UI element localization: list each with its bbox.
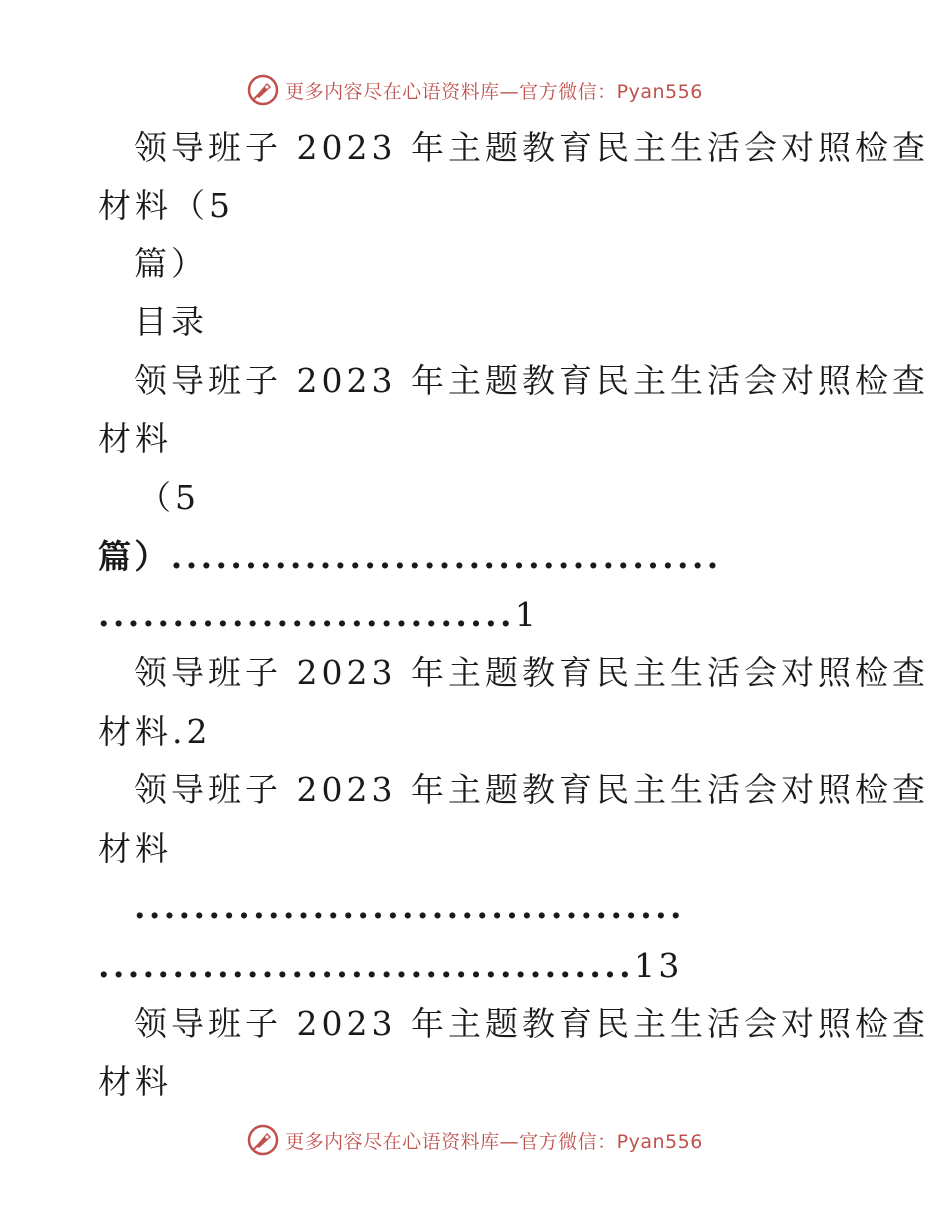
banner-wechat-text: 官方微信：Pyan556 — [519, 80, 703, 103]
banner-separator: — — [499, 80, 520, 103]
toc-entry-4-line-1: 领导班子 2023 年主题教育民主生活会对照检查 — [134, 1004, 929, 1043]
document-title-line-1: 领导班子 2023 年主题教育民主生活会对照检查 — [134, 128, 929, 167]
toc-entry-3-leader-2: .................................... — [98, 946, 634, 985]
toc-entry-1-line-2: 材料 — [98, 419, 172, 458]
toc-entry-1-leader-1: 篇）..................................... — [98, 537, 722, 576]
toc-entry-2-page-number: 2 — [186, 712, 212, 751]
footer-banner — [0, 1120, 950, 1160]
toc-entry-2-line-1: 领导班子 2023 年主题教育民主生活会对照检查 — [134, 653, 929, 692]
toc-entry-3-page-number: 13 — [634, 946, 683, 985]
toc-entry-1-line-1: 领导班子 2023 年主题教育民主生活会对照检查 — [134, 361, 929, 400]
toc-entry-1-page-number: 1 — [514, 595, 540, 634]
toc-entry-1-leader-2: ............................ — [98, 595, 515, 634]
toc-entry-3-line-2: 材料 — [98, 829, 172, 868]
toc-entry-4-line-2: 材料 — [98, 1062, 172, 1101]
toc-heading: 目录 — [134, 302, 208, 341]
banner-site-text: 更多内容尽在心语资料库 — [285, 1130, 500, 1153]
banner-site-text: 更多内容尽在心语资料库 — [285, 80, 500, 103]
banner-wechat-text: 官方微信：Pyan556 — [519, 1130, 703, 1153]
banner-separator: — — [499, 1130, 520, 1153]
toc-entry-1-line-3: （5 — [138, 478, 200, 517]
document-title-line-3: 篇） — [134, 244, 208, 283]
pen-nib-logo-icon — [247, 1124, 279, 1156]
toc-entry-3-leader-1: ..................................... — [134, 887, 685, 926]
document-title-line-2: 材料（5 — [98, 186, 234, 225]
toc-entry-3-line-1: 领导班子 2023 年主题教育民主生活会对照检查 — [134, 770, 929, 809]
toc-entry-2-line-2: 材料. — [98, 712, 187, 751]
